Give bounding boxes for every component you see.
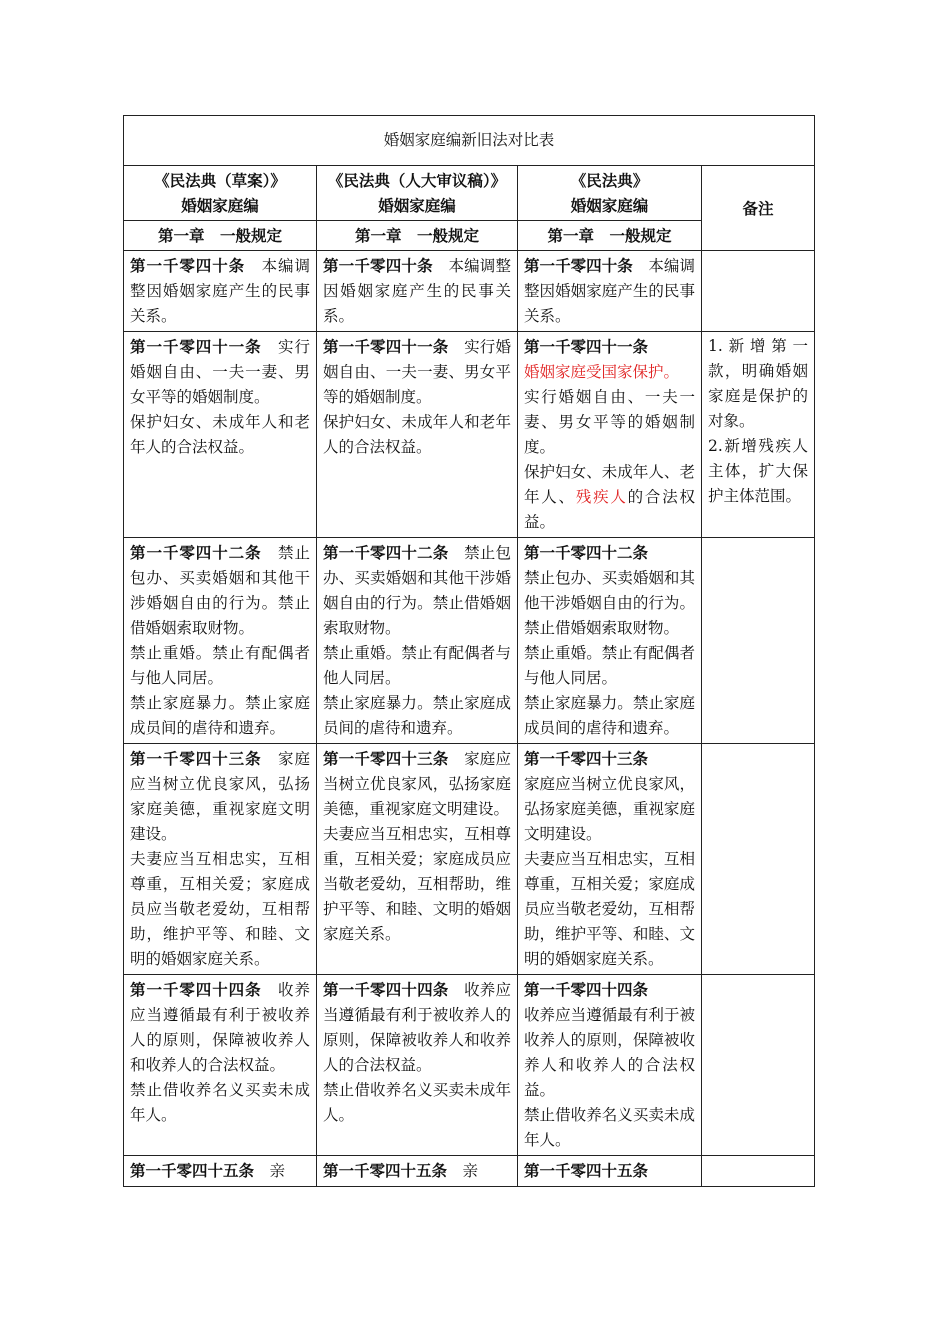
chapter-heading-final: 第一章 一般规定 <box>518 221 702 251</box>
article-text: 夫妻应当互相忠实，互相尊重，互相关爱；家庭成员应当敬老爱幼，互相帮助，维护平等、和睦、文明的婚姻家庭关系。 <box>524 850 695 968</box>
column-header-final <box>518 166 702 221</box>
note-cell <box>702 538 815 744</box>
article-text: 亲 <box>462 1162 479 1180</box>
article-text: 禁止包办、买卖婚姻和其他干涉婚姻自由的行为。禁止借婚姻索取财物。 <box>130 544 310 637</box>
column-header-final-book: 婚姻家庭编 <box>570 196 649 215</box>
article-cell-final <box>518 1156 702 1187</box>
article-cell-review <box>317 538 518 744</box>
table-row <box>124 332 815 538</box>
article-cell-final <box>518 975 702 1156</box>
article-text: 保护妇女、未成年人和老年人的合法权益。 <box>323 413 511 456</box>
article-text: 实行婚姻自由、一夫一妻、男女平等的婚姻制度。 <box>130 338 310 406</box>
added-text-highlight: 婚姻家庭受国家保护。 <box>524 363 680 381</box>
article-number: 第一千零四十五条 <box>323 1161 448 1180</box>
article-number: 第一千零四十五条 <box>130 1161 255 1180</box>
article-cell-final <box>518 332 702 538</box>
article-text: 禁止包办、买卖婚姻和其他干涉婚姻自由的行为。禁止借婚姻索取财物。 <box>524 569 695 637</box>
article-text: 保护妇女、未成年人、老年人、 <box>524 463 695 506</box>
article-number: 第一千零四十五条 <box>524 1161 649 1180</box>
article-cell-draft <box>124 538 317 744</box>
article-text: 收养应当遵循最有利于被收养人的原则，保障被收养人和收养人的合法权益。 <box>323 981 511 1074</box>
article-cell-review <box>317 1156 518 1187</box>
header-row <box>124 166 815 221</box>
article-cell-review <box>317 332 518 538</box>
article-number: 第一千零四十二条 <box>323 543 449 562</box>
comparison-table <box>123 115 815 1187</box>
column-header-review-source: 《民法典（人大审议稿）》 <box>327 171 507 190</box>
article-cell-draft <box>124 975 317 1156</box>
added-text-highlight: 残疾人 <box>575 488 628 506</box>
column-header-review-book: 婚姻家庭编 <box>378 196 456 215</box>
note-cell <box>702 332 815 538</box>
article-cell-draft <box>124 251 317 332</box>
table-row <box>124 744 815 975</box>
article-text: 家庭应当树立优良家风，弘扬家庭美德，重视家庭文明建设。 <box>130 750 310 843</box>
article-text: 本编调整因婚姻家庭产生的民事关系。 <box>130 257 310 325</box>
article-number: 第一千零四十条 <box>524 256 633 275</box>
table-row <box>124 1156 815 1187</box>
article-number: 第一千零四十二条 <box>524 543 649 562</box>
article-number: 第一千零四十三条 <box>130 749 262 768</box>
article-text: 禁止重婚。禁止有配偶者与他人同居。 <box>524 644 695 687</box>
article-text: 本编调整因婚姻家庭产生的民事关系。 <box>323 257 511 325</box>
column-header-final-source: 《民法典》 <box>570 171 649 190</box>
article-text: 家庭应当树立优良家风，弘扬家庭美德，重视家庭文明建设。 <box>524 775 695 843</box>
article-cell-final <box>518 744 702 975</box>
column-header-draft <box>124 166 317 221</box>
note-cell <box>702 744 815 975</box>
article-number: 第一千零四十三条 <box>323 749 449 768</box>
note-cell <box>702 1156 815 1187</box>
note-cell <box>702 975 815 1156</box>
article-text: 亲 <box>269 1162 286 1180</box>
article-number: 第一千零四十四条 <box>323 980 449 999</box>
article-text: 夫妻应当互相忠实，互相尊重，互相关爱；家庭成员应当敬老爱幼，互相帮助，维护平等、和睦、文明的婚姻家庭关系。 <box>323 825 511 943</box>
article-number: 第一千零四十三条 <box>524 749 649 768</box>
article-number: 第一千零四十条 <box>323 256 433 275</box>
article-text: 禁止重婚。禁止有配偶者与他人同居。 <box>323 644 511 687</box>
table-row <box>124 538 815 744</box>
table-title: 婚姻家庭编新旧法对比表 <box>124 116 815 166</box>
article-text: 禁止家庭暴力。禁止家庭成员间的虐待和遗弃。 <box>323 694 511 737</box>
title-row <box>124 116 815 166</box>
article-cell-draft <box>124 332 317 538</box>
table-row <box>124 251 815 332</box>
article-text: 家庭应当树立优良家风，弘扬家庭美德，重视家庭文明建设。 <box>323 750 511 818</box>
column-header-draft-book: 婚姻家庭编 <box>181 196 259 215</box>
article-text: 收养应当遵循最有利于被收养人的原则，保障被收养人和收养人的合法权益。 <box>130 981 310 1074</box>
article-number: 第一千零四十条 <box>130 256 246 275</box>
article-text: 禁止借收养名义买卖未成年人。 <box>323 1081 511 1124</box>
article-number: 第一千零四十一条 <box>130 337 262 356</box>
article-cell-draft <box>124 1156 317 1187</box>
article-cell-final <box>518 538 702 744</box>
article-text: 禁止包办、买卖婚姻和其他干涉婚姻自由的行为。禁止借婚姻索取财物。 <box>323 544 511 637</box>
article-text: 禁止家庭暴力。禁止家庭成员间的虐待和遗弃。 <box>130 694 310 737</box>
chapter-heading-review: 第一章 一般规定 <box>317 221 518 251</box>
article-cell-review <box>317 744 518 975</box>
article-cell-draft <box>124 744 317 975</box>
table-row <box>124 975 815 1156</box>
article-number: 第一千零四十二条 <box>130 543 262 562</box>
article-number: 第一千零四十一条 <box>323 337 449 356</box>
article-text: 实行婚姻自由、一夫一妻、男女平等的婚姻制度。 <box>524 388 695 456</box>
article-text: 的合法权益。 <box>524 488 695 531</box>
column-header-notes: 备注 <box>702 166 815 251</box>
article-number: 第一千零四十一条 <box>524 337 649 356</box>
article-text: 禁止借收养名义买卖未成年人。 <box>524 1106 695 1149</box>
article-text: 禁止借收养名义买卖未成年人。 <box>130 1081 310 1124</box>
note-item: 2.新增残疾人主体，扩大保护主体范围。 <box>708 437 809 505</box>
article-text: 禁止家庭暴力。禁止家庭成员间的虐待和遗弃。 <box>524 694 695 737</box>
note-item: 1.新增第一款，明确婚姻家庭是保护的对象。 <box>708 337 809 430</box>
article-text: 禁止重婚。禁止有配偶者与他人同居。 <box>130 644 310 687</box>
article-cell-review <box>317 975 518 1156</box>
article-text: 本编调整因婚姻家庭产生的民事关系。 <box>524 257 695 325</box>
chapter-heading-draft: 第一章 一般规定 <box>124 221 317 251</box>
column-header-review <box>317 166 518 221</box>
article-cell-review <box>317 251 518 332</box>
article-number: 第一千零四十四条 <box>524 980 649 999</box>
article-cell-final <box>518 251 702 332</box>
article-number: 第一千零四十四条 <box>130 980 262 999</box>
article-text: 收养应当遵循最有利于被收养人的原则，保障被收养人和收养人的合法权益。 <box>524 1006 695 1099</box>
article-text: 保护妇女、未成年人和老年人的合法权益。 <box>130 413 310 456</box>
article-text: 实行婚姻自由、一夫一妻、男女平等的婚姻制度。 <box>323 338 511 406</box>
article-text: 夫妻应当互相忠实，互相尊重，互相关爱；家庭成员应当敬老爱幼，互相帮助，维护平等、和睦、文明的婚姻家庭关系。 <box>130 850 310 968</box>
note-cell <box>702 251 815 332</box>
column-header-draft-source: 《民法典（草案）》 <box>154 171 286 190</box>
